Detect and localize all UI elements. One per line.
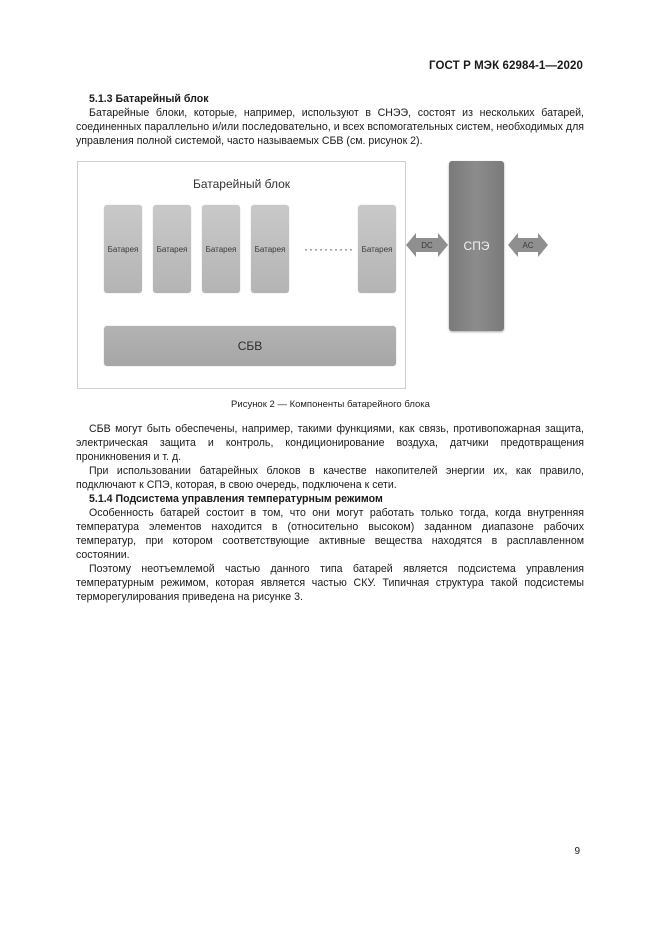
sbv-block: СБВ: [104, 326, 396, 366]
document-code-header: ГОСТ Р МЭК 62984-1—2020: [429, 60, 583, 72]
battery-cell: Батарея: [358, 205, 396, 293]
figure-2: [77, 160, 585, 392]
dc-double-arrow-icon: [406, 231, 448, 259]
battery-cell: Батарея: [251, 205, 289, 293]
paragraph: Батарейные блоки, которые, например, используют в СНЭЭ, состоят из нескольких батарей, соединенных параллельно и/или последовательно, и всех вспомогательных систем, необходимых для управления полной системой, часто называемых СБВ (см. рисунок 2).: [76, 107, 584, 147]
dc-label: DC: [421, 241, 433, 250]
paragraph: СБВ могут быть обеспечены, например, такими функциями, как связь, противопожарная защита, электрическая защита и контроль, кондиционирование воздуха, датчики предотвращения проникновения и т. д.: [76, 423, 584, 463]
section-heading: 5.1.3 Батарейный блок: [89, 93, 209, 105]
battery-block-frame: [77, 161, 406, 389]
after-figure-text: [76, 422, 584, 604]
section-heading: 5.1.4 Подсистема управления температурным режимом: [89, 493, 383, 505]
ac-double-arrow-icon: [508, 231, 548, 259]
battery-cell: Батарея: [104, 205, 142, 293]
ac-label: AC: [522, 241, 534, 250]
battery-cell: Батарея: [202, 205, 240, 293]
battery-cell: Батарея: [153, 205, 191, 293]
spe-block: СПЭ: [449, 161, 504, 331]
page-number: 9: [574, 846, 580, 857]
paragraph: Особенность батарей состоит в том, что они могут работать только тогда, когда внутренняя температура элементов находится в (относительно высоком) заданном диапазоне рабочих температур, при котором соответствующие активные вещества находятся в расплавленном состоянии.: [76, 507, 584, 561]
ellipsis-dots: ··········: [304, 242, 354, 256]
paragraph: Поэтому неотъемлемой частью данного типа батарей является подсистема управления температурным режимом, которая является частью СКУ. Типичная структура такой подсистемы терморегулирования приведена на рисунке 3.: [76, 563, 584, 603]
battery-block-title: Батарейный блок: [192, 177, 291, 191]
paragraph: При использовании батарейных блоков в качестве накопителей энергии их, как правило, подключают к СПЭ, которая, в свою очередь, подключена к сети.: [76, 465, 584, 491]
section-5-1-3: [76, 92, 584, 148]
figure-caption: Рисунок 2 — Компоненты батарейного блока: [231, 399, 430, 410]
